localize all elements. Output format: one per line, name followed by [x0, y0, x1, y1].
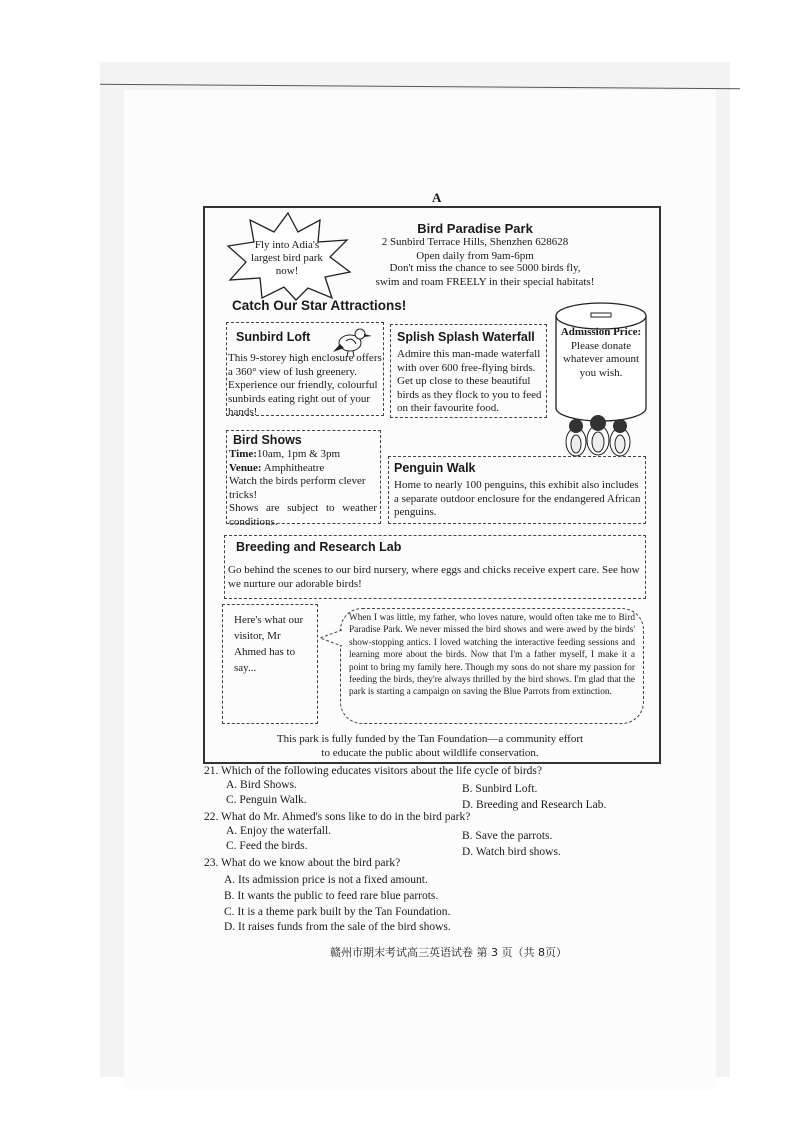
- visitor-quote: When I was little, my father, who loves nature, would often take me to Bird Paradise Park. We never missed the bird shows and were awed by the birds' show-stopping antics. I loved watching the interactive feeding sessions and learning more about the birds. Now that I'm a father myself, I make it a point to bring my family here. Though my sons do not share my passion for feeding the birds, they're always thrilled by the bird shows. I'm glad that the park is starting a campaign on saving the Blue Parrots from extinction.: [349, 613, 635, 698]
- park-hours: Open daily from 9am-6pm: [416, 249, 534, 262]
- park-header: [360, 221, 590, 263]
- funding-note: [230, 733, 630, 760]
- attractions-heading: Catch Our Star Attractions!: [232, 298, 407, 313]
- breeding-text: Go behind the scenes to our bird nursery, where eggs and chicks receive expert care. See how we nurture our adorable birds!: [228, 564, 640, 590]
- breeding-title: Breeding and Research Lab: [236, 540, 402, 554]
- question-23-option-d: D. It raises funds from the sale of the bird shows.: [224, 921, 451, 933]
- penguin-title: Penguin Walk: [394, 461, 476, 475]
- shows-time-value: 10am, 1pm & 3pm: [256, 448, 341, 460]
- question-21-stem: 21. Which of the following educates visitors about the life cycle of birds?: [204, 765, 542, 777]
- question-23-option-c: C. It is a theme park built by the Tan Foundation.: [224, 906, 451, 918]
- question-23-stem: 23. What do we know about the bird park?: [204, 857, 401, 869]
- question-23-option-b: B. It wants the public to feed rare blue parrots.: [224, 890, 439, 902]
- question-21-option-b: B. Sunbird Loft.: [462, 783, 538, 795]
- question-21-option-a: A. Bird Shows.: [226, 779, 297, 791]
- question-21-option-c: C. Penguin Walk.: [226, 794, 307, 806]
- park-address: 2 Sunbird Terrace Hills, Shenzhen 628628: [381, 236, 569, 248]
- tagline-line-1: Don't miss the chance to see 5000 birds fly,: [389, 262, 581, 274]
- question-22-option-d: D. Watch bird shows.: [462, 846, 561, 858]
- admission-title: Admission Price:: [560, 326, 642, 338]
- starburst-text: Fly into Adia's largest bird park now!: [251, 239, 323, 277]
- tagline-line-2: swim and roam FREELY in their special habitats!: [375, 275, 595, 288]
- shows-details: [229, 448, 377, 529]
- waterfall-text: Admire this man-made waterfall with over 600 free-flying birds. Get up close to these beautiful birds as they flock to you to feed on their favourite food.: [397, 348, 542, 414]
- admission-box: [558, 326, 644, 380]
- park-name: Bird Paradise Park: [417, 221, 533, 236]
- funding-line-2: to educate the public about wildlife conservation.: [321, 746, 539, 759]
- question-21-option-d: D. Breeding and Research Lab.: [462, 799, 607, 811]
- shows-line-2: Shows are subject to weather conditions.: [229, 502, 377, 528]
- funding-line-1: This park is fully funded by the Tan Foundation—a community effort: [276, 733, 584, 745]
- park-tagline: [340, 262, 630, 289]
- question-22-option-a: A. Enjoy the waterfall.: [226, 825, 332, 837]
- speech-tail: [318, 628, 344, 650]
- question-22-stem: 22. What do Mr. Ahmed's sons like to do in the bird park?: [204, 811, 471, 823]
- shows-time-label: Time:: [229, 448, 257, 460]
- sunbird-text: This 9-storey high enclosure offers a 360° view of lush greenery. Experience our friendly, colourful sunbirds eating right out of your hands!: [228, 352, 382, 418]
- question-23-option-a: A. Its admission price is not a fixed amount.: [224, 874, 428, 886]
- penguin-text: Home to nearly 100 penguins, this exhibit also includes a separate outdoor enclosure for the endangered African penguins.: [394, 479, 641, 518]
- penguins-icon: [558, 412, 638, 460]
- shows-title: Bird Shows: [233, 433, 302, 447]
- shows-line-1: Watch the birds perform clever tricks!: [229, 475, 366, 501]
- waterfall-title: Splish Splash Waterfall: [397, 330, 535, 344]
- page-footer: 赣州市期末考试高三英语试卷 第 3 页（共 8页）: [330, 946, 567, 959]
- shows-venue-value: Amphitheatre: [263, 461, 325, 474]
- question-22-option-c: C. Feed the birds.: [226, 840, 308, 852]
- sunbird-title: Sunbird Loft: [236, 330, 311, 344]
- shows-venue-label: Venue:: [229, 461, 262, 474]
- question-22-option-b: B. Save the parrots.: [462, 830, 553, 842]
- visitor-intro: Here's what our visitor, Mr Ahmed has to say...: [234, 614, 304, 674]
- admission-text: Please donate whatever amount you wish.: [562, 339, 640, 379]
- section-letter: A: [432, 190, 442, 205]
